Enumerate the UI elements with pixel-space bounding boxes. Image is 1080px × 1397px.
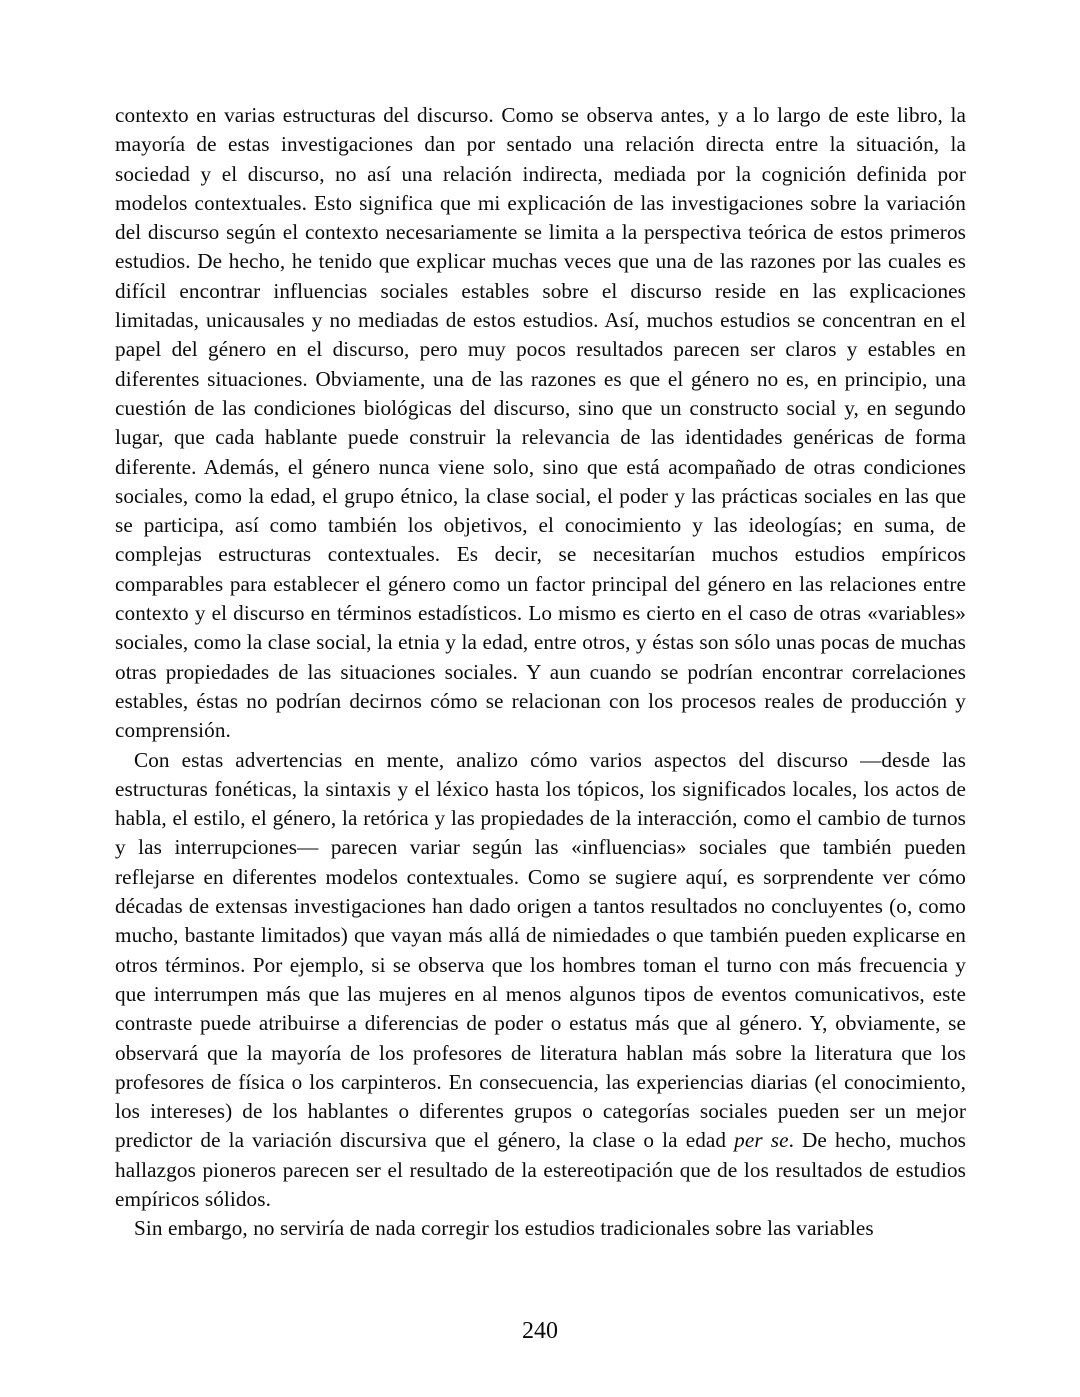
- paragraph-text: . De hecho, muchos hallazgos pioneros parecen ser el resultado de la estereotipación que de los resultados de estudios empíricos sólidos.: [115, 1128, 966, 1211]
- paragraph-text: Con estas advertencias en mente, analizo cómo varios aspectos del discurso —desde las estructuras fonéticas, la sintaxis y el léxico hasta los tópicos, los significados locales, los actos de habla, el estilo, el género, la retórica y las propiedades de la interacción, como el cambio de turnos y las interrupciones— parecen variar según las «influencias» sociales que también pueden reflejarse en diferentes modelos contextuales. Como se sugiere aquí, es sorprendente ver cómo décadas de extensas investigaciones han dado origen a tantos resultados no concluyentes (o, como mucho, bastante limitados) que vayan más allá de nimiedades o que también pueden explicarse en otros términos. Por ejemplo, si se observa que los hombres toman el turno con más frecuencia y que interrumpen más que las mujeres en al menos algunos tipos de eventos comunicativos, este contraste puede atribuirse a diferencias de poder o estatus más que al género. Y, obviamente, se observará que la mayoría de los profesores de literatura hablan más sobre la literatura que los profesores de física o los carpinteros. En consecuencia, las experiencias diarias (el conocimiento, los intereses) de los hablantes o diferentes grupos o categorías sociales pueden ser un mejor predictor de la variación discursiva que el género, la clase o la edad: [115, 747, 966, 1153]
- paragraph: contexto en varias estructuras del discurso. Como se observa antes, y a lo largo de este libro, la mayoría de estas investigaciones dan por sentado una relación directa entre la situación, la sociedad y el discurso, no así una relación indirecta, mediada por la cognición definida por modelos contextuales. Esto significa que mi explicación de las investigaciones sobre la variación del discurso según el contexto necesariamente se limita a la perspectiva teórica de estos primeros estudios. De hecho, he tenido que explicar muchas veces que una de las razones por las cuales es difícil encontrar influencias sociales estables sobre el discurso reside en las explicaciones limitadas, unicausales y no mediadas de estos estudios. Así, muchos estudios se concentran en el papel del género en el discurso, pero muy pocos resultados parecen ser claros y estables en diferentes situaciones. Obviamente, una de las razones es que el género no es, en principio, una cuestión de las condiciones biológicas del discurso, sino que un constructo social y, en segundo lugar, que cada hablante puede construir la relevancia de las identidades genéricas de forma diferente. Además, el género nunca viene solo, sino que está acompañado de otras condiciones sociales, como la edad, el grupo étnico, la clase social, el poder y las prácticas sociales en las que se participa, así como también los objetivos, el conocimiento y las ideologías; en suma, de complejas estructuras contextuales. Es decir, se necesitarían muchos estudios empíricos comparables para establecer el género como un factor principal del género en las relaciones entre contexto y el discurso en términos estadísticos. Lo mismo es cierto en el caso de otras «variables» sociales, como la clase social, la etnia y la edad, entre otros, y éstas son sólo unas pocas de muchas otras propiedades de las situaciones sociales. Y aun cuando se podrían encontrar correlaciones estables, éstas no podrían decirnos cómo se relacionan con los procesos reales de producción y comprensión.: [115, 103, 966, 743]
- paragraph: Sin embargo, no serviría de nada corregir los estudios tradicionales sobre las variables: [134, 1216, 874, 1241]
- body-text: [115, 101, 966, 1244]
- paragraph: [115, 746, 966, 1215]
- page-number: 240: [522, 1318, 558, 1344]
- latin-phrase-italic: per se: [734, 1128, 789, 1153]
